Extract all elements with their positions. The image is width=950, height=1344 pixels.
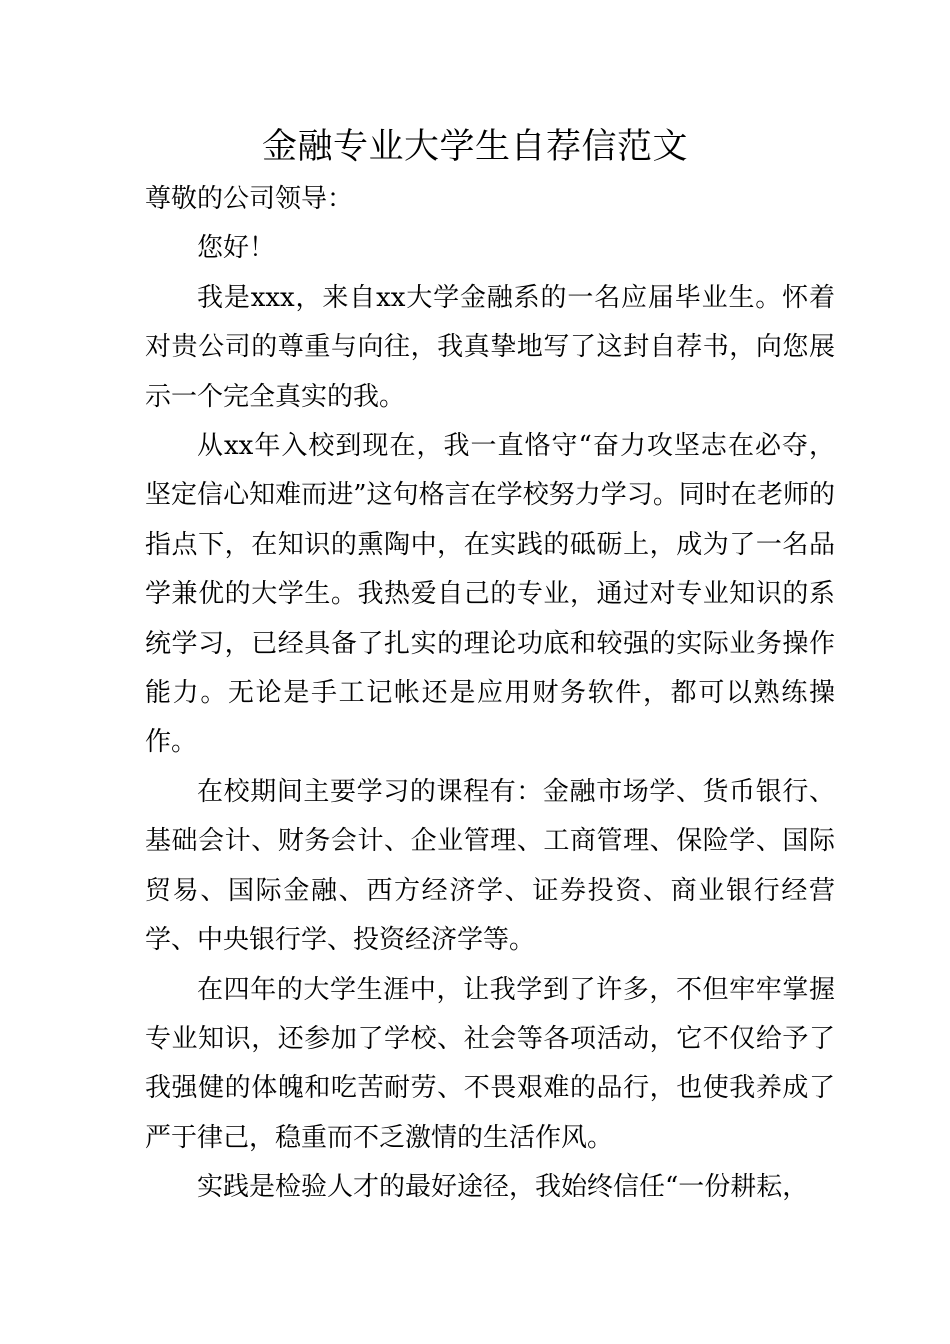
paragraph-courses: 在校期间主要学习的课程有：金融市场学、货币银行、基础会计、财务会计、企业管理、工商管理、保险学、国际贸易、国际金融、西方经济学、证券投资、商业银行经营学、中央银行学、投资经济学等。 <box>145 776 835 956</box>
letter-body <box>145 175 835 1213</box>
document-title: 金融专业大学生自荐信范文 <box>261 127 688 167</box>
paragraph-study: 从xx年入校到现在，我一直恪守“奋力攻坚志在必夺，坚定信心知难而进”这句格言在学校努力学习。同时在老师的指点下，在知识的熏陶中，在实践的砥砺上，成为了一名品学兼优的大学生。我热爱自己的专业，通过对专业知识的系统学习，已经具备了扎实的理论功底和较强的实际业务操作能力。无论是手工记帐还是应用财务软件，都可以熟练操作。 <box>145 431 835 758</box>
paragraph-intro: 我是xxx，来自xx大学金融系的一名应届毕业生。怀着对贵公司的尊重与向往，我真挚地写了这封自荐书，向您展示一个完全真实的我。 <box>145 282 835 412</box>
paragraph-practice: 实践是检验人才的最好途径，我始终信任“一份耕耘， <box>197 1172 809 1203</box>
paragraph-activities: 在四年的大学生涯中，让我学到了许多，不但牢牢掌握专业知识，还参加了学校、社会等各项活动，它不仅给予了我强健的体魄和吃苦耐劳、不畏艰难的品行，也使我养成了严于律己，稳重而不乏激情的生活作风。 <box>145 974 835 1153</box>
salutation: 尊敬的公司领导： <box>145 184 354 214</box>
greeting: 您好！ <box>197 233 276 264</box>
